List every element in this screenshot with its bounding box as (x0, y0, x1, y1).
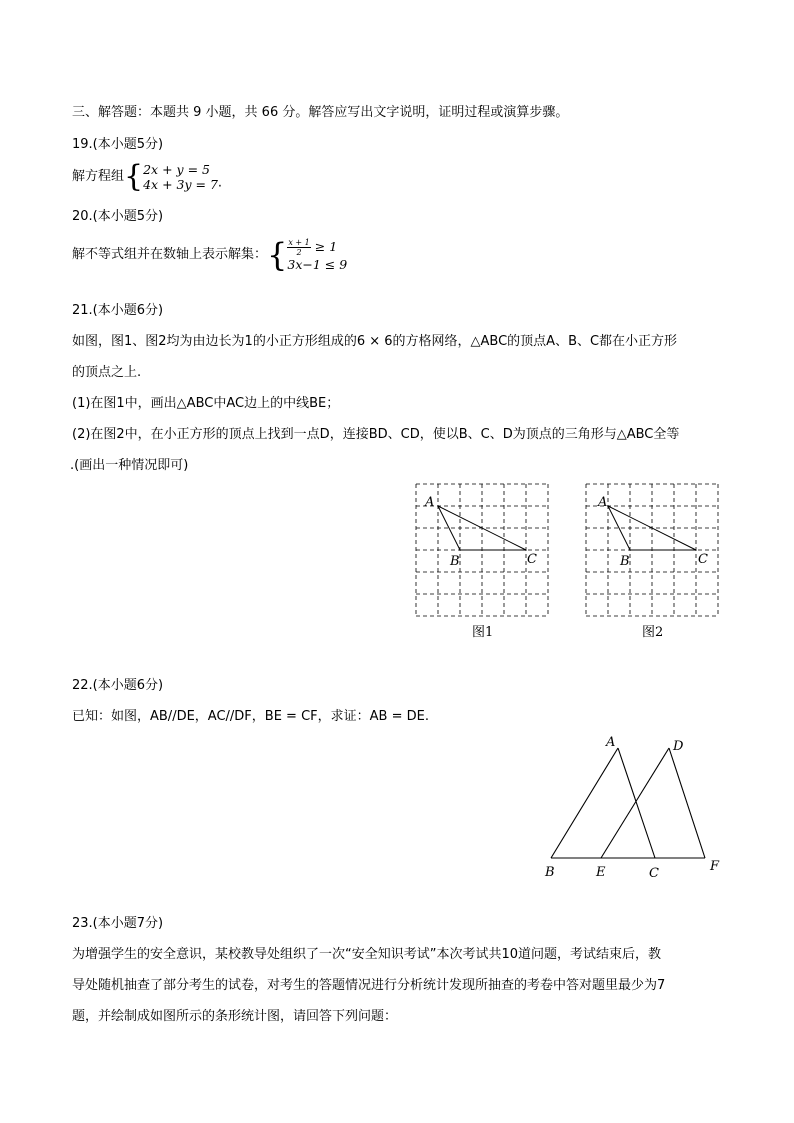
q20-title: 20.(本小题5分) (72, 209, 164, 224)
q21-part1: (1)在图1中，画出△ABC中AC边上的中线BE； (72, 396, 340, 411)
q19-body (72, 159, 223, 194)
segment-ab (551, 748, 618, 858)
fig1-label-c: C (527, 552, 537, 567)
q20-fraction (287, 238, 310, 257)
q19-title: 19.(本小题5分) (72, 137, 164, 152)
fig1-label-a: A (425, 495, 435, 510)
segment-ac (618, 748, 655, 858)
q19-tail: . (217, 175, 223, 191)
segment-de (601, 748, 669, 858)
q20-system (287, 238, 347, 272)
q19-eq1: 2x + y = 5 (143, 162, 210, 177)
q21-figure-1 (410, 478, 560, 648)
q22-label-a: A (606, 735, 616, 750)
q19-system (143, 162, 218, 192)
q22-figure (535, 728, 735, 888)
q23-title: 23.(本小题7分) (72, 916, 164, 931)
q21-part2: (2)在图2中，在小正方形的顶点上找到一点D，连接BD、CD，使以B、C、D为顶点的三角形与△ABC全等 (72, 427, 680, 442)
q20-frac-den: 2 (296, 248, 302, 257)
section-header: 三、解答题：本题共 9 小题，共 66 分。解答应写出文字说明，证明过程或演算步骤。 (72, 105, 569, 120)
q20-ineq1 (287, 238, 338, 257)
q21-title: 21.(本小题6分) (72, 303, 164, 318)
q20-body (72, 238, 347, 272)
q22-label-c: C (649, 866, 659, 881)
q23-line3: 题，并绘制成如图所示的条形统计图，请回答下列问题： (72, 1009, 398, 1024)
q21-line2: 的顶点之上. (72, 365, 142, 380)
fig2-caption: 图2 (642, 625, 664, 640)
q23-line2: 导处随机抽查了部分考生的试卷，对考生的答题情况进行分析统计发现所抽查的考卷中答对题里最少为7 (72, 978, 666, 993)
q19-eq2: 4x + 3y = 7 (143, 177, 218, 192)
q20-ineq1-rest: ≥ 1 (314, 239, 338, 254)
fig2-label-a: A (598, 495, 608, 510)
q22-label-b: B (545, 865, 555, 880)
q23-line1: 为增强学生的安全意识，某校教导处组织了一次“安全知识考试”本次考试共10道问题，考试结束后，教 (72, 947, 662, 962)
q22-label-d: D (673, 739, 684, 754)
q20-ineq2: 3x−1 ≤ 9 (287, 257, 348, 272)
q22-title: 22.(本小题6分) (72, 678, 164, 693)
q20-prompt: 解不等式组并在数轴上表示解集： (72, 247, 268, 262)
q20-brace: { (267, 236, 288, 274)
q21-part2-tail: .(画出一种情况即可) (70, 458, 189, 473)
fig1-label-b: B (450, 554, 460, 569)
q22-label-f: F (710, 859, 720, 874)
segment-df (669, 748, 705, 858)
q22-statement: 已知：如图，AB//DE，AC//DF，BE = CF，求证：AB = DE. (72, 709, 429, 724)
q22-lines (551, 748, 705, 858)
fig1-caption: 图1 (472, 625, 494, 640)
fig2-label-c: C (698, 552, 708, 567)
q21-figure-2 (580, 478, 730, 648)
fig2-label-b: B (620, 554, 630, 569)
q19-prompt: 解方程组 (72, 169, 125, 184)
q21-line1: 如图，图1、图2均为由边长为1的小正方形组成的6 × 6的方格网络，△ABC的顶点A、B、C都在小正方形 (72, 334, 678, 349)
q20-frac-num: x + 1 (288, 238, 310, 247)
q19-brace: { (124, 159, 144, 194)
q22-label-e: E (596, 865, 606, 880)
